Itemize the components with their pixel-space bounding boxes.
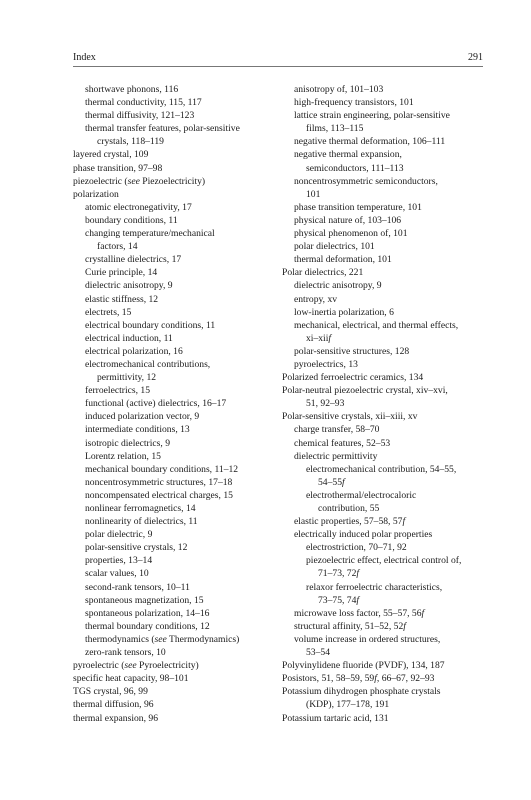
index-entry: Polar-neutral piezoelectric crystal, xiv–xvi, [282, 385, 448, 397]
index-entry: charge transfer, 58–70 [294, 424, 380, 436]
index-entry: scalar values, 10 [85, 568, 149, 580]
index-entry: polar dielectrics, 101 [294, 241, 375, 253]
index-entry: negative thermal expansion, [294, 149, 402, 161]
index-entry: Lorentz relation, 15 [85, 450, 161, 462]
index-entry: semiconductors, 111–113 [306, 162, 404, 174]
index-entry: functional (active) dielectrics, 16–17 [85, 398, 227, 410]
index-entry: ferroelectrics, 15 [85, 385, 150, 397]
index-entry: induced polarization vector, 9 [85, 411, 200, 423]
index-entry: 101 [306, 188, 321, 200]
index-entry: electrostriction, 70–71, 92 [306, 542, 407, 554]
index-entry: intermediate conditions, 13 [85, 424, 190, 436]
index-entry: second-rank tensors, 10–11 [85, 581, 190, 593]
index-entry: Posistors, 51, 58–59, 59f, 66–67, 92–93 [282, 673, 435, 685]
index-entry: lattice strain engineering, polar-sensitive [294, 110, 450, 122]
index-entry: pyroelectrics, 13 [294, 358, 358, 370]
index-entry: electrical boundary conditions, 11 [85, 319, 216, 331]
index-entry: structural affinity, 51–52, 52f [294, 620, 406, 632]
index-entry: piezoelectric effect, electrical control of, [306, 555, 462, 567]
page-number: 291 [468, 52, 483, 63]
index-entry: 51, 92–93 [306, 398, 345, 410]
index-entry: dielectric permittivity [294, 450, 378, 462]
index-entry: physical phenomenon of, 101 [294, 228, 408, 240]
index-entry: electrical induction, 11 [85, 332, 173, 344]
index-entry: thermal deformation, 101 [294, 254, 392, 266]
index-entry: nonlinearity of dielectrics, 11 [85, 516, 198, 528]
index-entry: mechanical boundary conditions, 11–12 [85, 463, 239, 475]
index-entry: mechanical, electrical, and thermal effects, [294, 319, 459, 331]
running-header [73, 50, 483, 67]
index-entry: electrical polarization, 16 [85, 345, 183, 357]
index-entry: changing temperature/mechanical [85, 228, 215, 240]
index-entry: dielectric anisotropy, 9 [294, 280, 382, 292]
index-entry: xi–xiif [306, 332, 332, 344]
index-entry: thermodynamics (see Thermodynamics) [85, 633, 240, 645]
index-entry: shortwave phonons, 116 [85, 84, 179, 95]
header-title: Index [73, 52, 96, 63]
index-entry: isotropic dielectrics, 9 [85, 437, 170, 449]
index-entry: crystalline dielectrics, 17 [85, 254, 182, 266]
index-entry: polarization [73, 188, 119, 200]
index-entry: elastic stiffness, 12 [85, 293, 159, 305]
index-entry: 71–73, 72f [318, 568, 360, 580]
index-entry: thermal diffusivity, 121–123 [85, 110, 195, 122]
index-entry: chemical features, 52–53 [294, 437, 391, 449]
index-entry: noncentrosymmetric semiconductors, [294, 175, 438, 187]
index-entry: Potassium dihydrogen phosphate crystals [282, 686, 441, 698]
index-entry: phase transition, 97–98 [73, 162, 163, 174]
index-entry: pyroelectric (see Pyroelectricity) [73, 660, 199, 672]
index-entry: Curie principle, 14 [85, 267, 158, 279]
index-entry: electrically induced polar properties [294, 529, 433, 541]
index-entry: crystals, 118–119 [97, 136, 164, 148]
index-entry: elastic properties, 57–58, 57f [294, 516, 406, 528]
index-entry: nonlinear ferromagnetics, 14 [85, 503, 196, 514]
index-entry: Polyvinylidene fluoride (PVDF), 134, 187 [282, 660, 445, 672]
index-entry: contribution, 55 [318, 503, 380, 514]
index-entry: noncompensated electrical charges, 15 [85, 489, 233, 501]
index-entry: 54–55f [318, 476, 345, 488]
index-entry: physical nature of, 103–106 [294, 214, 402, 226]
index-entry: volume increase in ordered structures, [294, 633, 441, 645]
index-entry: thermal diffusion, 96 [73, 699, 154, 711]
index-entry: electromechanical contributions, [85, 358, 211, 370]
index-entry: atomic electronegativity, 17 [85, 201, 192, 213]
index-entry: 53–54 [306, 647, 330, 659]
index-entry: factors, 14 [97, 241, 138, 253]
index-entry: thermal boundary conditions, 12 [85, 620, 210, 632]
index-entry: Polar-sensitive crystals, xii–xiii, xv [282, 411, 418, 423]
index-entry: thermal transfer features, polar-sensitive [85, 123, 240, 135]
index-entry: piezoelectric (see Piezoelectricity) [73, 175, 206, 187]
index-column-right [282, 83, 497, 725]
index-entry: thermal expansion, 96 [73, 712, 158, 724]
index-entry: thermal conductivity, 115, 117 [85, 97, 202, 109]
index-entry: films, 113–115 [306, 123, 364, 135]
index-entry: high-frequency transistors, 101 [294, 97, 414, 109]
index-entry: electrets, 15 [85, 306, 132, 318]
index-entry: electromechanical contribution, 54–55, [306, 463, 457, 475]
index-entry: TGS crystal, 96, 99 [73, 686, 148, 698]
index-entry: polar-sensitive crystals, 12 [85, 542, 188, 554]
index-entry: Polarized ferroelectric ceramics, 134 [282, 372, 424, 384]
index-entry: polar-sensitive structures, 128 [294, 345, 410, 357]
index-entry: microwave loss factor, 55–57, 56f [294, 607, 425, 619]
index-entry: layered crystal, 109 [73, 149, 149, 161]
index-entry: electrothermal/electrocaloric [306, 489, 417, 501]
index-entry: zero-rank tensors, 10 [85, 647, 166, 659]
index-entry: spontaneous magnetization, 15 [85, 594, 204, 606]
index-entry: entropy, xv [294, 293, 338, 305]
index-entry: anisotropy of, 101–103 [294, 84, 384, 95]
index-entry: 73–75, 74f [318, 594, 360, 606]
index-entry: properties, 13–14 [85, 555, 153, 567]
index-entry: Polar dielectrics, 221 [282, 267, 364, 279]
index-entry: boundary conditions, 11 [85, 214, 178, 226]
index-entry: relaxor ferroelectric characteristics, [306, 581, 443, 593]
index-entry: polar dielectric, 9 [85, 529, 153, 541]
index-entry: dielectric anisotropy, 9 [85, 280, 173, 292]
index-entry: noncentrosymmetric structures, 17–18 [85, 476, 233, 488]
index-entry: Potassium tartaric acid, 131 [282, 712, 389, 724]
index-entry: low-inertia polarization, 6 [294, 306, 394, 318]
index-entry: specific heat capacity, 98–101 [73, 673, 189, 685]
index-column-left [73, 83, 283, 725]
index-entry: spontaneous polarization, 14–16 [85, 607, 210, 619]
index-entry: negative thermal deformation, 106–111 [294, 136, 446, 148]
index-entry: permittivity, 12 [97, 372, 157, 384]
index-entry: phase transition temperature, 101 [294, 201, 422, 213]
index-entry: (KDP), 177–178, 191 [306, 699, 390, 711]
